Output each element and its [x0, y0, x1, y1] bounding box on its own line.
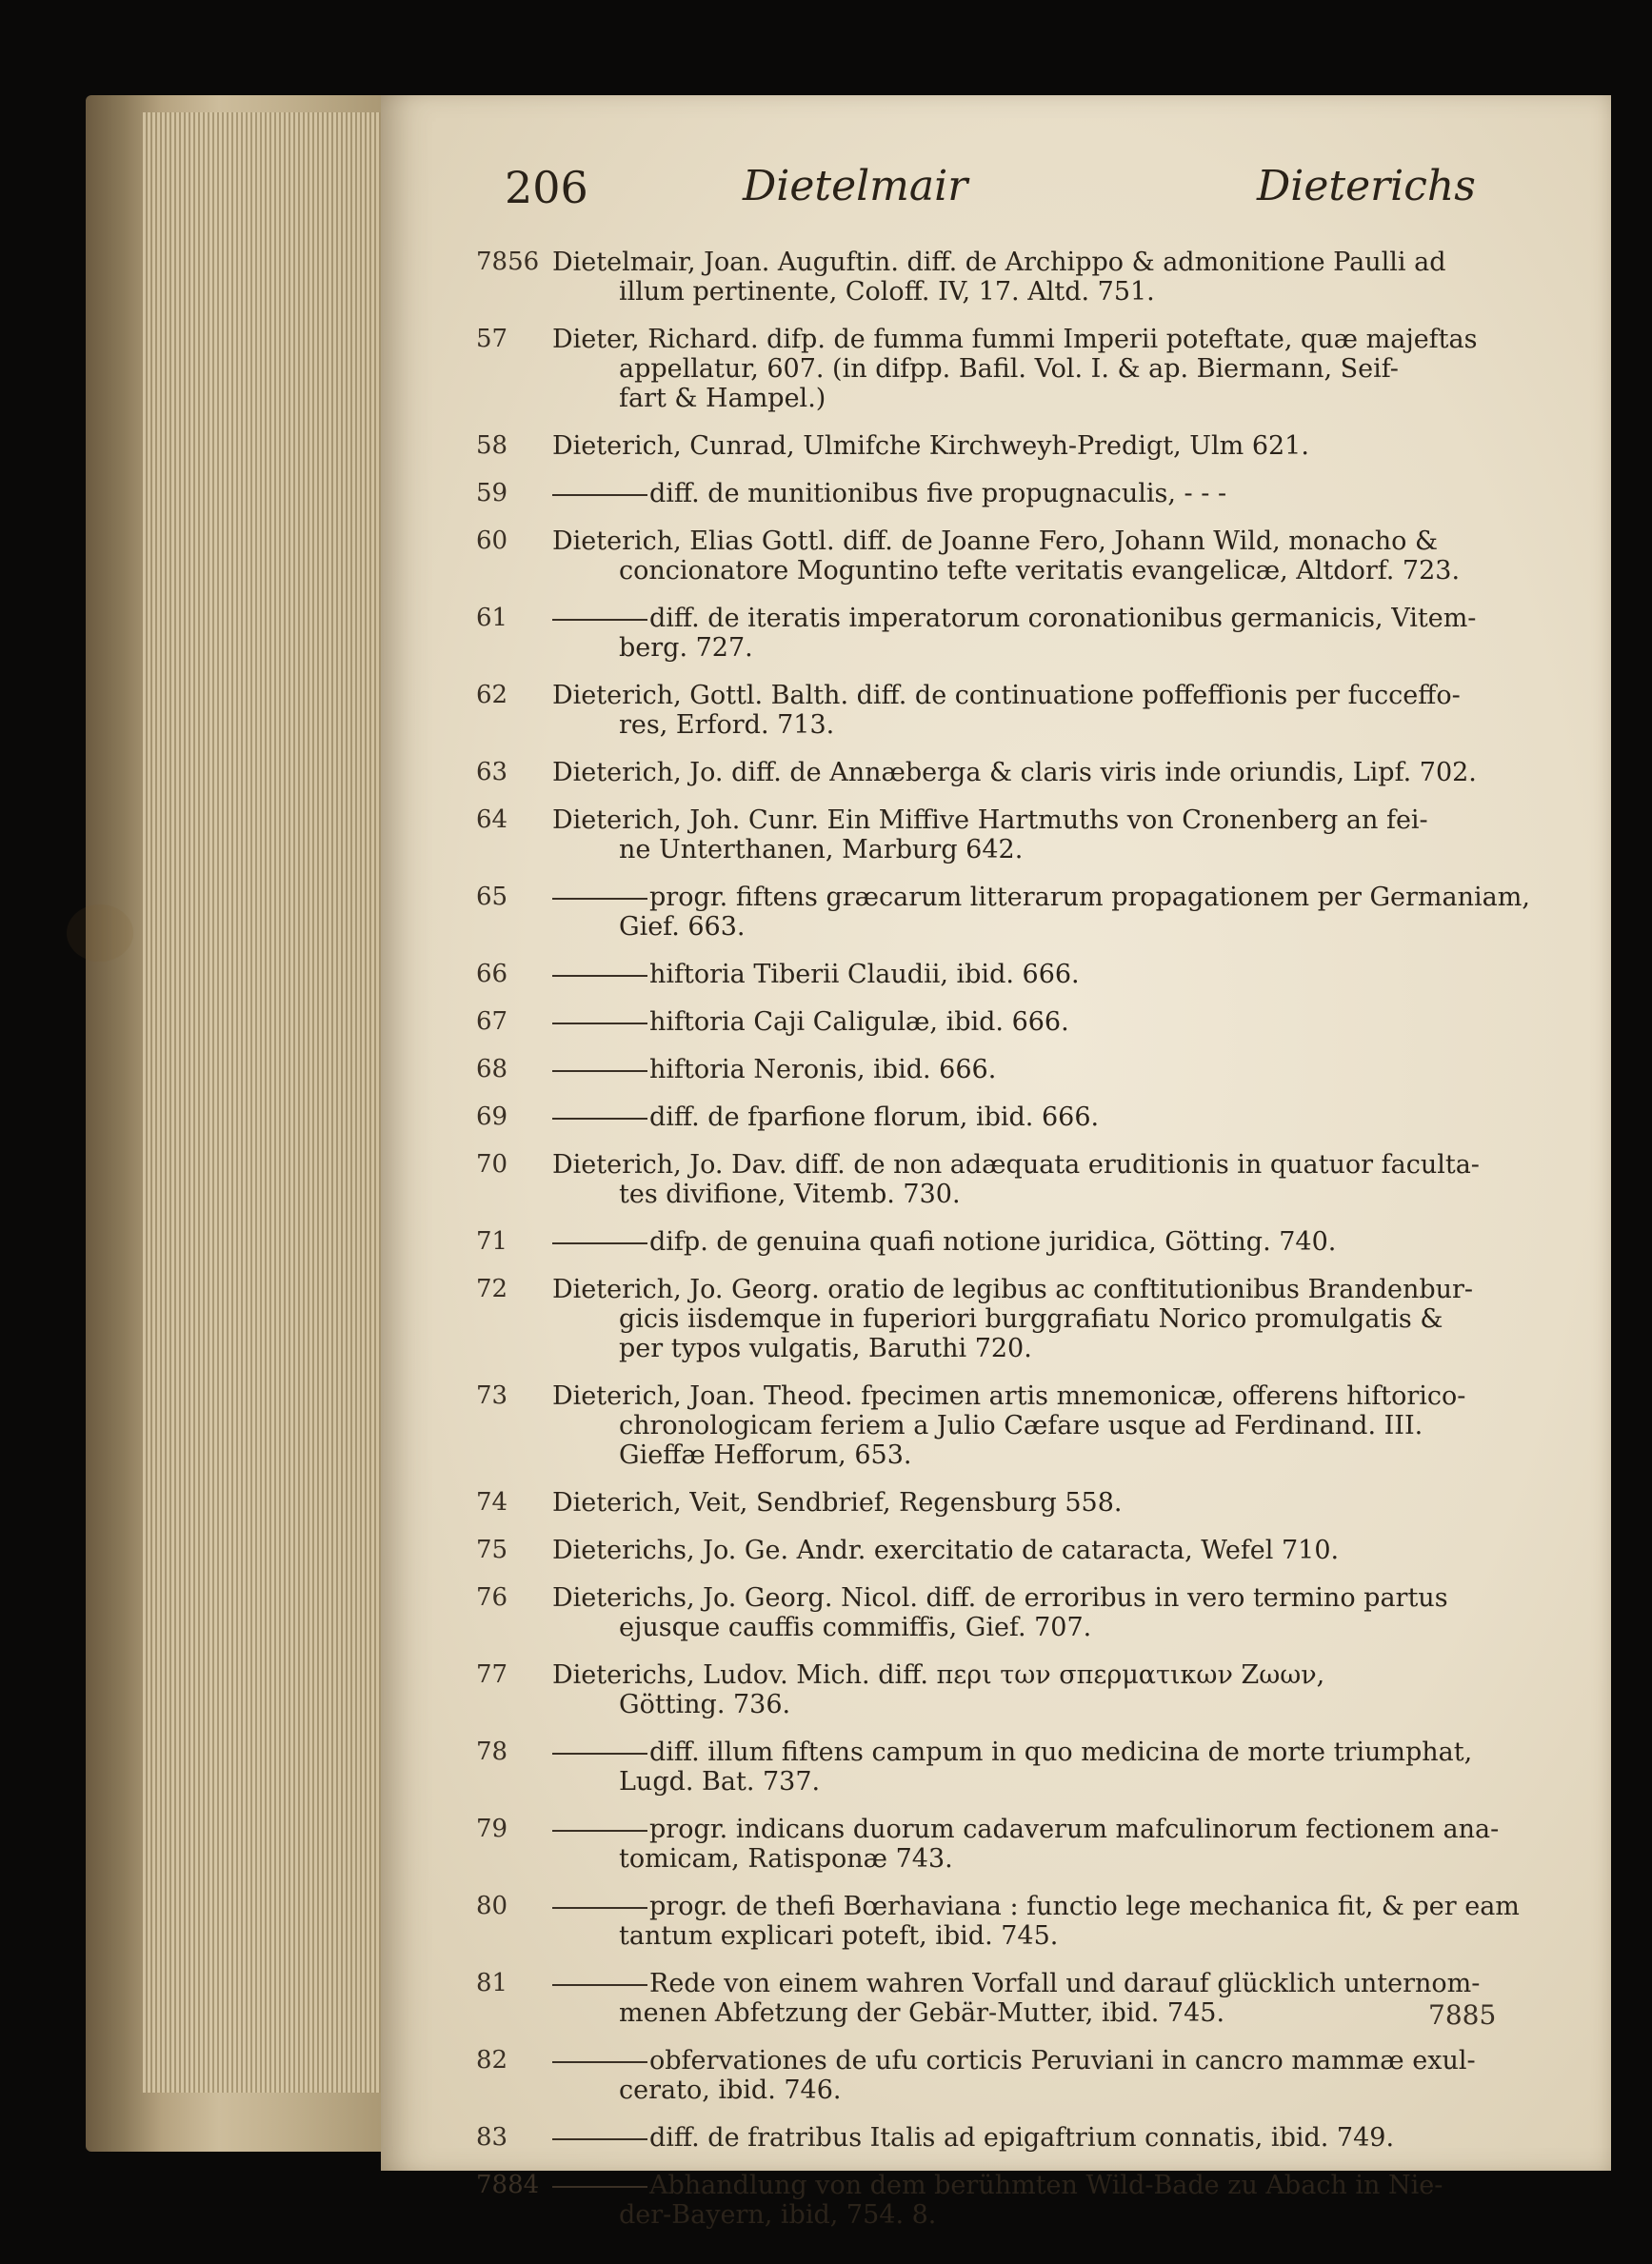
entry-line: der-Bayern, ibid, 754. 8. — [619, 2200, 937, 2230]
entry-line: Dieterichs, Jo. Ge. Andr. exercitatio de cataracta, Wefel 710. — [552, 1536, 1340, 1565]
entry-text — [552, 1583, 1533, 1642]
entry-text — [552, 248, 1533, 307]
entry-text — [552, 1536, 1533, 1565]
entry-number: 65 — [476, 883, 508, 911]
entry-line: Dieterich, Elias Gottl. diff. de Joanne Fero, Johann Wild, monacho & — [552, 526, 1439, 556]
ditto-dash — [552, 1242, 647, 1244]
entry-line: diff. illum fiftens campum in quo medicina de morte triumphat, — [649, 1738, 1473, 1767]
entry-text — [552, 1007, 1533, 1037]
entry-text — [552, 1381, 1533, 1470]
entry-text — [552, 526, 1533, 586]
entry-line: diff. de munitionibus five propugnaculis, - - - — [649, 479, 1227, 508]
entry-text — [552, 1660, 1533, 1719]
entry-line: difp. de genuina quafi notione juridica, Götting. 740. — [649, 1227, 1337, 1257]
entry-line: cerato, ibid. 746. — [619, 2075, 842, 2105]
entry-number: 71 — [476, 1227, 508, 1256]
ditto-dash — [552, 619, 647, 621]
entry-line: Dieterich, Gottl. Balth. diff. de continuatione poffeffionis per fucceffo- — [552, 681, 1461, 710]
entry-line: concionatore Moguntino tefte veritatis evangelicæ, Altdorf. 723. — [619, 556, 1461, 586]
entry-text — [552, 1055, 1533, 1084]
entry-number: 79 — [476, 1815, 508, 1843]
entry-text — [552, 431, 1533, 461]
entry-line: chronologicam feriem a Julio Cæfare usque ad Ferdinand. III. — [619, 1411, 1423, 1440]
entry-line: fart & Hampel.) — [619, 384, 826, 413]
entry-line: Gieffæ Hefforum, 653. — [619, 1440, 912, 1470]
entry-line: menen Abfetzung der Gebär-Mutter, ibid. 745. — [619, 1998, 1225, 2028]
entry-text — [552, 1892, 1533, 1951]
entry-number: 58 — [476, 431, 508, 460]
ditto-dash — [552, 2186, 647, 2188]
running-head-left: Dietelmair — [743, 162, 968, 210]
entry-text — [552, 479, 1533, 508]
entry-line: Götting. 736. — [619, 1690, 791, 1719]
edge-stain — [67, 904, 133, 962]
entry-number: 73 — [476, 1381, 508, 1410]
entry-line: Rede von einem wahren Vorfall und darauf glücklich unternom- — [649, 1969, 1481, 1998]
entry-number: 78 — [476, 1738, 508, 1766]
entry-list — [381, 95, 1611, 2230]
entry-number: 7884 — [476, 2171, 540, 2199]
entry-number: 83 — [476, 2123, 508, 2152]
entry-number: 72 — [476, 1275, 508, 1303]
entry-line: Dieter, Richard. difp. de fumma fummi Imperii poteftate, quæ majeftas — [552, 325, 1478, 354]
ditto-dash — [552, 494, 647, 496]
entry-line: hiftoria Neronis, ibid. 666. — [649, 1055, 997, 1084]
entry-line: Dieterich, Joh. Cunr. Ein Miffive Hartmuths von Cronenberg an fei- — [552, 805, 1428, 835]
entry-line: hiftoria Caji Caligulæ, ibid. 666. — [649, 1007, 1069, 1037]
entry-line: res, Erford. 713. — [619, 710, 835, 740]
entry-line: tes divifione, Vitemb. 730. — [619, 1180, 961, 1209]
entry-text — [552, 1815, 1533, 1874]
entry-text — [552, 1488, 1533, 1518]
entry-number: 63 — [476, 758, 508, 786]
ditto-dash — [552, 2138, 647, 2140]
entry-line: Abhandlung von dem berühmten Wild-Bade zu Abach in Nie- — [649, 2171, 1443, 2200]
entry-line: Dieterich, Cunrad, Ulmifche Kirchweyh-Predigt, Ulm 621. — [552, 431, 1309, 461]
ditto-dash — [552, 2061, 647, 2063]
entry-number: 60 — [476, 526, 508, 555]
entry-text — [552, 1969, 1533, 2028]
entry-line: tantum explicari poteft, ibid. 745. — [619, 1921, 1059, 1951]
ditto-dash — [552, 1753, 647, 1755]
entry-text — [552, 805, 1533, 864]
entry-number: 80 — [476, 1892, 508, 1920]
entry-line: diff. de fratribus Italis ad epigaftrium connatis, ibid. 749. — [649, 2123, 1395, 2153]
entry-line: gicis iisdemque in fuperiori burggrafiatu Norico promulgatis & — [619, 1304, 1443, 1334]
entry-line: Dieterichs, Jo. Georg. Nicol. diff. de erroribus in vero termino partus — [552, 1583, 1448, 1613]
entry-line: obfervationes de ufu corticis Peruviani in cancro mammæ exul- — [649, 2046, 1476, 2075]
entry-line: tomicam, Ratisponæ 743. — [619, 1844, 953, 1874]
entry-line: Gief. 663. — [619, 912, 746, 942]
ditto-dash — [552, 1118, 647, 1120]
entry-number: 57 — [476, 325, 508, 353]
ditto-dash — [552, 1830, 647, 1832]
ditto-dash — [552, 1984, 647, 1986]
entry-text — [552, 2171, 1533, 2230]
entry-text — [552, 960, 1533, 989]
entry-line: Dieterich, Veit, Sendbrief, Regensburg 558. — [552, 1488, 1123, 1518]
ditto-dash — [552, 898, 647, 900]
entry-number: 75 — [476, 1536, 508, 1564]
entry-text — [552, 1150, 1533, 1209]
entry-line: progr. indicans duorum cadaverum mafculinorum fectionem ana- — [649, 1815, 1500, 1844]
entry-line: Dieterichs, Ludov. Mich. diff. περι των σπερματικων Ζωων, — [552, 1660, 1325, 1690]
entry-text — [552, 681, 1533, 740]
entry-number: 67 — [476, 1007, 508, 1036]
entry-line: diff. de iteratis imperatorum coronationibus germanicis, Vitem- — [649, 604, 1477, 633]
entry-line: per typos vulgatis, Baruthi 720. — [619, 1334, 1032, 1363]
entry-number: 81 — [476, 1969, 508, 1997]
entry-number: 69 — [476, 1102, 508, 1131]
entry-line: diff. de fparfione florum, ibid. 666. — [649, 1102, 1100, 1132]
entry-number: 70 — [476, 1150, 508, 1179]
entry-number: 61 — [476, 604, 508, 632]
book-page — [381, 95, 1611, 2230]
entry-line: ejusque cauffis commiffis, Gief. 707. — [619, 1613, 1092, 1642]
ditto-dash — [552, 1023, 647, 1024]
entry-text — [552, 883, 1533, 942]
entry-number: 76 — [476, 1583, 508, 1612]
entry-number: 82 — [476, 2046, 508, 2075]
entry-number: 68 — [476, 1055, 508, 1083]
entry-line: Dieterich, Joan. Theod. fpecimen artis mnemonicæ, offerens hiftorico- — [552, 1381, 1466, 1411]
entry-text — [552, 1227, 1533, 1257]
catchword-number: 7885 — [1428, 1999, 1497, 2031]
entry-text — [552, 604, 1533, 663]
page-edges — [143, 112, 390, 2093]
entry-number: 74 — [476, 1488, 508, 1517]
entry-line: illum pertinente, Coloff. IV, 17. Altd. 751. — [619, 277, 1155, 307]
entry-text — [552, 1102, 1533, 1132]
entry-number: 7856 — [476, 248, 540, 276]
entry-line: Dietelmair, Joan. Auguftin. diff. de Archippo & admonitione Paulli ad — [552, 248, 1446, 277]
entry-line: hiftoria Tiberii Claudii, ibid. 666. — [649, 960, 1080, 989]
running-head-right: Dieterichs — [1257, 162, 1476, 210]
entry-number: 59 — [476, 479, 508, 507]
entry-text — [552, 1738, 1533, 1797]
entry-text — [552, 2046, 1533, 2105]
entry-text — [552, 2123, 1533, 2153]
entry-line: Lugd. Bat. 737. — [619, 1767, 821, 1797]
entry-number: 62 — [476, 681, 508, 709]
entry-line: ne Unterthanen, Marburg 642. — [619, 835, 1024, 864]
entry-text — [552, 1275, 1533, 1363]
ditto-dash — [552, 1907, 647, 1909]
entry-line: appellatur, 607. (in difpp. Bafil. Vol. I. & ap. Biermann, Seif- — [619, 354, 1399, 384]
entry-line: Dieterich, Jo. Georg. oratio de legibus ac conftitutionibus Brandenbur- — [552, 1275, 1474, 1304]
entry-line: progr. de thefi Bœrhaviana : functio lege mechanica fit, & per eam — [649, 1892, 1520, 1921]
ditto-dash — [552, 1070, 647, 1072]
entry-number: 66 — [476, 960, 508, 988]
entry-line: progr. fiftens græcarum litterarum propagationem per Germaniam, — [649, 883, 1530, 912]
entry-line: Dieterich, Jo. diff. de Annæberga & claris viris inde oriundis, Lipf. 702. — [552, 758, 1477, 787]
entry-line: Dieterich, Jo. Dav. diff. de non adæquata eruditionis in quatuor faculta- — [552, 1150, 1480, 1180]
entry-number: 64 — [476, 805, 508, 834]
page-number: 206 — [505, 162, 588, 213]
entry-text — [552, 325, 1533, 413]
entry-text — [552, 758, 1533, 787]
entry-line: berg. 727. — [619, 633, 753, 663]
entry-number: 77 — [476, 1660, 508, 1689]
ditto-dash — [552, 975, 647, 977]
